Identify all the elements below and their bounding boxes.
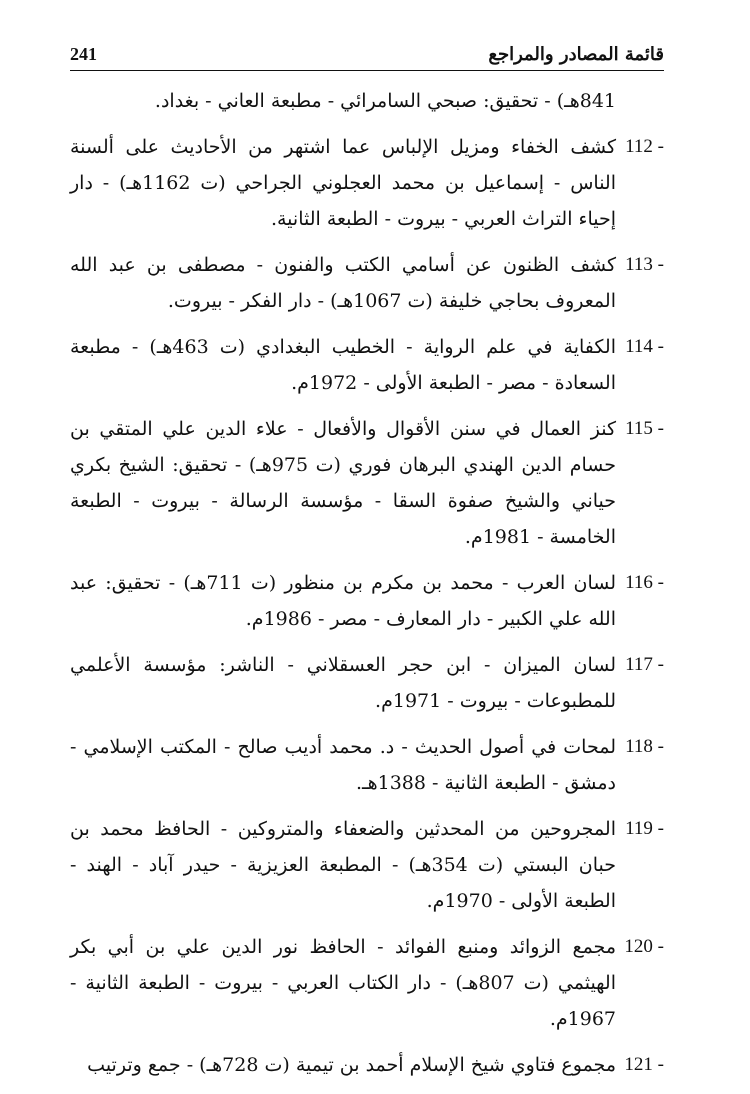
bibliography-entry-116 — [70, 565, 664, 637]
entry-number: 118 - — [625, 736, 664, 757]
bibliography-entry-117 — [70, 647, 664, 719]
entry-text: كنز العمال في سنن الأقوال والأفعال - علاء الدين علي المتقي بن حسام الدين الهندي البرهان فوري (ت 975هـ) - تحقيق: الشيخ بكري حياني والشيخ صفوة السقا - مؤسسة الرسالة - بيروت - الطبعة الخامسة - 1981م. — [70, 418, 616, 548]
entry-text: لسان العرب - محمد بن مكرم بن منظور (ت 711هـ) - تحقيق: عبد الله علي الكبير - دار المعارف - مصر - 1986م. — [70, 572, 616, 630]
entry-number: 113 - — [625, 254, 664, 275]
bibliography-list — [70, 83, 664, 1083]
page-number: 241 — [70, 44, 97, 64]
entry-number: 121 - — [624, 1054, 664, 1075]
entry-number: 115 - — [625, 418, 664, 439]
entry-number: 119 - — [625, 818, 664, 839]
bibliography-entry-114 — [70, 329, 664, 401]
book-page — [70, 40, 664, 1093]
running-header — [70, 40, 664, 71]
entry-text: الكفاية في علم الرواية - الخطيب البغدادي (ت 463هـ) - مطبعة السعادة - مصر - الطبعة الأولى - 1972م. — [70, 336, 616, 394]
header-title: قائمة المصادر والمراجع — [488, 44, 664, 65]
bibliography-entry-121 — [70, 1047, 664, 1083]
bibliography-entry-120 — [70, 929, 664, 1037]
entry-text: لسان الميزان - ابن حجر العسقلاني - الناشر: مؤسسة الأعلمي للمطبوعات - بيروت - 1971م. — [70, 654, 616, 712]
bibliography-entry-115 — [70, 411, 664, 555]
entry-text: مجمع الزوائد ومنبع الفوائد - الحافظ نور الدين علي بن أبي بكر الهيثمي (ت 807هـ) - دار الكتاب العربي - بيروت - الطبعة الثانية - 1967م. — [70, 936, 617, 1030]
entry-text: كشف الظنون عن أسامي الكتب والفنون - مصطفى بن عبد الله المعروف بحاجي خليفة (ت 1067هـ) - دار الفكر - بيروت. — [70, 254, 616, 312]
entry-text: كشف الخفاء ومزيل الإلباس عما اشتهر من الأحاديث على ألسنة الناس - إسماعيل بن محمد العجلوني الجراحي (ت 1162هـ) - دار إحياء التراث العربي - بيروت - الطبعة الثانية. — [70, 136, 617, 230]
bibliography-entry-118 — [70, 729, 664, 801]
continued-entry — [70, 83, 664, 119]
entry-number: 116 - — [625, 572, 664, 593]
entry-text: المجروحين من المحدثين والضعفاء والمتروكين - الحافظ محمد بن حبان البستي (ت 354هـ) - المطبعة العزيزية - حيدر آباد - الهند - الطبعة الأولى - 1970م. — [70, 818, 616, 912]
entry-text: مجموع فتاوي شيخ الإسلام أحمد بن تيمية (ت 728هـ) - جمع وترتيب — [87, 1054, 616, 1076]
entry-number: 120 - — [624, 936, 664, 957]
continued-entry-text: 841هـ) - تحقيق: صبحي السامرائي - مطبعة العاني - بغداد. — [154, 90, 616, 112]
entry-number: 112 - — [625, 136, 664, 157]
entry-number: 114 - — [625, 336, 664, 357]
entry-number: 117 - — [625, 654, 664, 675]
bibliography-entry-119 — [70, 811, 664, 919]
bibliography-entry-113 — [70, 247, 664, 319]
bibliography-entry-112 — [70, 129, 664, 237]
entry-text: لمحات في أصول الحديث - د. محمد أديب صالح - المكتب الإسلامي - دمشق - الطبعة الثانية - 1388هـ. — [70, 736, 616, 794]
